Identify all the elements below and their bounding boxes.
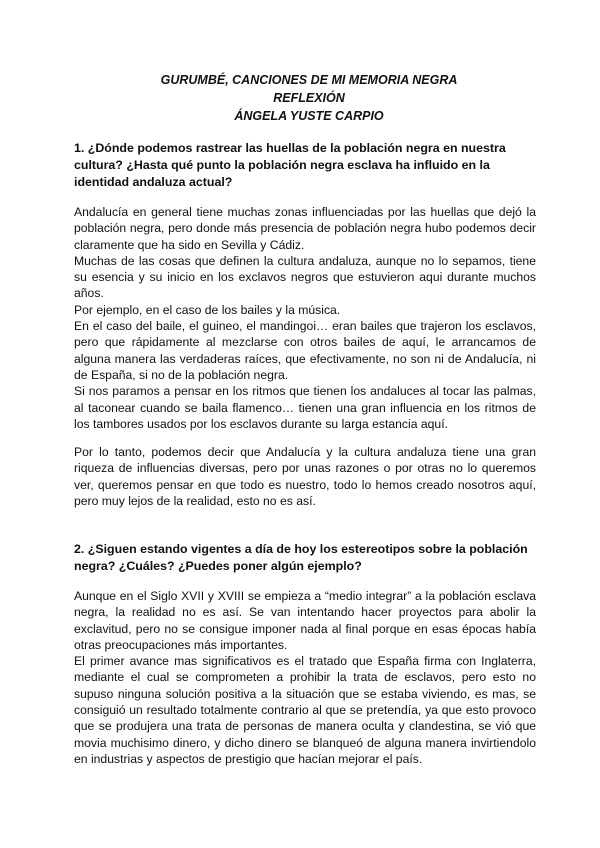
document-title: GURUMBÉ, CANCIONES DE MI MEMORIA NEGRA — [160, 73, 458, 87]
answer-1-sentence: Por ejemplo, en el caso de los bailes y la música. — [74, 302, 341, 317]
answer-1-sentence: En el caso del baile, el guineo, el mandingoi… eran bailes que trajeron los esclavos, pero que rápidamente al mezclarse con otros bailes de aquí, le arrancamos de alguna manera las verdaderas raíces, que efectivamente, no son ni de Andalucía, ni de España, si no de la población negra. — [74, 319, 536, 382]
question-2: 2. ¿Siguen estando vigentes a día de hoy los estereotipos sobre la población negra? ¿Cuáles? ¿Puedes poner algún ejemplo? — [74, 542, 528, 573]
question-1: 1. ¿Dónde podemos rastrear las huellas de la población negra en nuestra cultura? ¿Hasta qué punto la población negra esclava ha influido en la identidad andaluza actual? — [74, 141, 506, 189]
answer-1-sentence: Muchas de las cosas que definen la cultura andaluza, aunque no lo sepamos, tiene su esencia y su inicio en los exclavos negros que estuvieron aqui durante muchos años. — [74, 253, 536, 301]
answer-1-paragraph-2: Por lo tanto, podemos decir que Andalucía y la cultura andaluza tiene una gran riqueza de influencias diversas, pero por unas razones o por otras no lo queremos ver, queremos pensar en que todo es nuestro, todo lo hemos creado nosotros aquí, pero muy lejos de la realidad, esto no es así. — [74, 445, 536, 508]
document-subtitle: REFLEXIÓN — [273, 91, 345, 105]
title-block — [0, 71, 600, 125]
answer-1-sentence: Andalucía en general tiene muchas zonas influenciadas por las huellas que dejó la población negra, pero donde más presencia de población negra hubo podemos decir claramente que ha sido en Sevilla y Cádiz. — [74, 205, 536, 252]
answer-2-sentence: El primer avance mas significativos es el tratado que España firma con Inglaterra, mediante el cual se comprometen a prohibir la trata de esclavos, pero esto no supuso ninguna solución positiva a la situación que se estaba viviendo, es mas, se consiguió un resultado totalmente contrario al que se pretendía, ya que esto provoco que se produjera una trata de personas de manera oculta y clandestina, se vió que movia muchisimo dinero, y dicho dinero se blanqueó de alguna manera invirtiendolo en industrias y aspectos de prestigio que hacían mejorar el país. — [74, 654, 536, 766]
answer-1-sentence: Si nos paramos a pensar en los ritmos que tienen los andaluces al tocar las palmas, al taconear cuando se baila flamenco… tienen una gran influencia en los ritmos de los tambores usados por los esclavos durante su larga estancia aquí. — [74, 384, 536, 431]
answer-1-paragraph-1 — [74, 204, 536, 432]
answer-2-paragraph-1 — [74, 588, 536, 767]
answer-2-sentence: Aunque en el Siglo XVII y XVIII se empieza a “medio integrar” a la población esclava negra, la realidad no es así. Se van intentando hacer proyectos para abolir la exclavitud, pero no se consigue imponer nada al final porque en esas épocas había otras preocupaciones más importantes. — [74, 589, 536, 652]
document-author: ÁNGELA YUSTE CARPIO — [234, 109, 384, 123]
